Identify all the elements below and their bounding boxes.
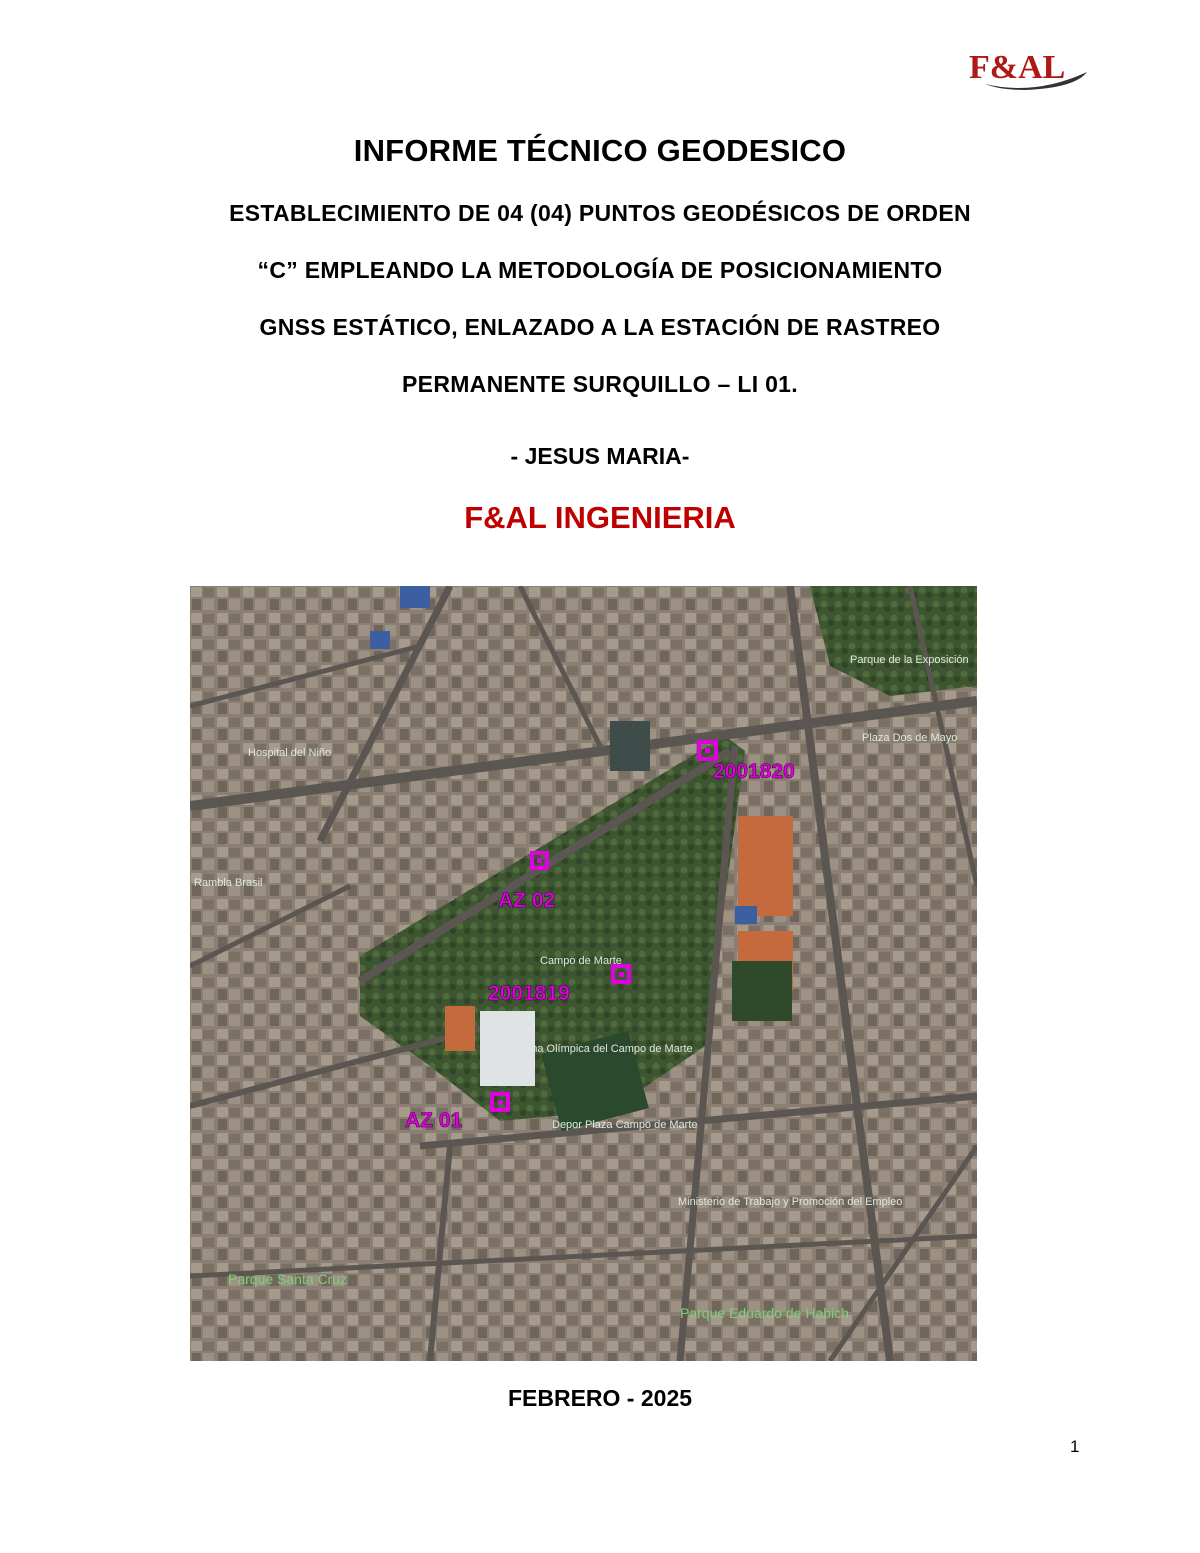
page-number: 1: [1070, 1437, 1080, 1456]
label-depor-plaza: Depor Plaza Campo de Marte: [552, 1119, 698, 1131]
label-parque-santa-cruz: Parque Santa Cruz: [228, 1271, 348, 1287]
label-piscina: Piscina Olímpica del Campo de Marte: [508, 1043, 693, 1055]
label-rambla: Rambla Brasil: [194, 877, 263, 889]
soccer-field-1: [732, 961, 792, 1021]
marker-label-az01: AZ 01: [405, 1109, 463, 1132]
tennis-courts: [738, 816, 793, 916]
company-name: F&AL INGENIERIA: [464, 500, 736, 535]
label-campo-marte: Campo de Marte: [540, 955, 622, 967]
label-plaza: Plaza Dos de Mayo: [862, 732, 958, 744]
subtitle-line-2: “C” EMPLEANDO LA METODOLOGÍA DE POSICIONAMIENTO: [257, 257, 943, 283]
document-title: INFORME TÉCNICO GEODESICO: [353, 133, 847, 168]
label-hospital: Hospital del Niño: [248, 747, 332, 759]
tower-building: [610, 721, 650, 771]
blue-roof-3: [735, 906, 757, 924]
subtitle-line-3: GNSS ESTÁTICO, ENLAZADO A LA ESTACIÓN DE RASTREO: [259, 314, 941, 340]
marker-label-2001820: 2001820: [713, 760, 795, 783]
marker-label-az02: AZ 02: [498, 889, 556, 912]
company-logo: [965, 44, 1095, 94]
court-west: [445, 1006, 475, 1051]
subtitle-line-1: ESTABLECIMIENTO DE 04 (04) PUNTOS GEODÉSICOS DE ORDEN: [229, 200, 971, 226]
satellite-map: [190, 586, 977, 1361]
blue-roof-2: [370, 631, 390, 649]
label-parque-exposicion: Parque de la Exposición: [850, 654, 969, 666]
label-ministerio: Ministerio de Trabajo y Promoción del Empleo: [678, 1196, 903, 1208]
subtitle-line-4: PERMANENTE SURQUILLO – LI 01.: [402, 371, 798, 397]
logo-text: F&AL: [969, 49, 1066, 86]
location-label: - JESUS MARIA-: [510, 443, 690, 469]
report-date: FEBRERO - 2025: [507, 1385, 693, 1411]
marker-label-2001819: 2001819: [488, 982, 570, 1005]
blue-roof-1: [400, 586, 430, 608]
label-parque-habich: Parque Eduardo de Habich: [680, 1305, 849, 1321]
